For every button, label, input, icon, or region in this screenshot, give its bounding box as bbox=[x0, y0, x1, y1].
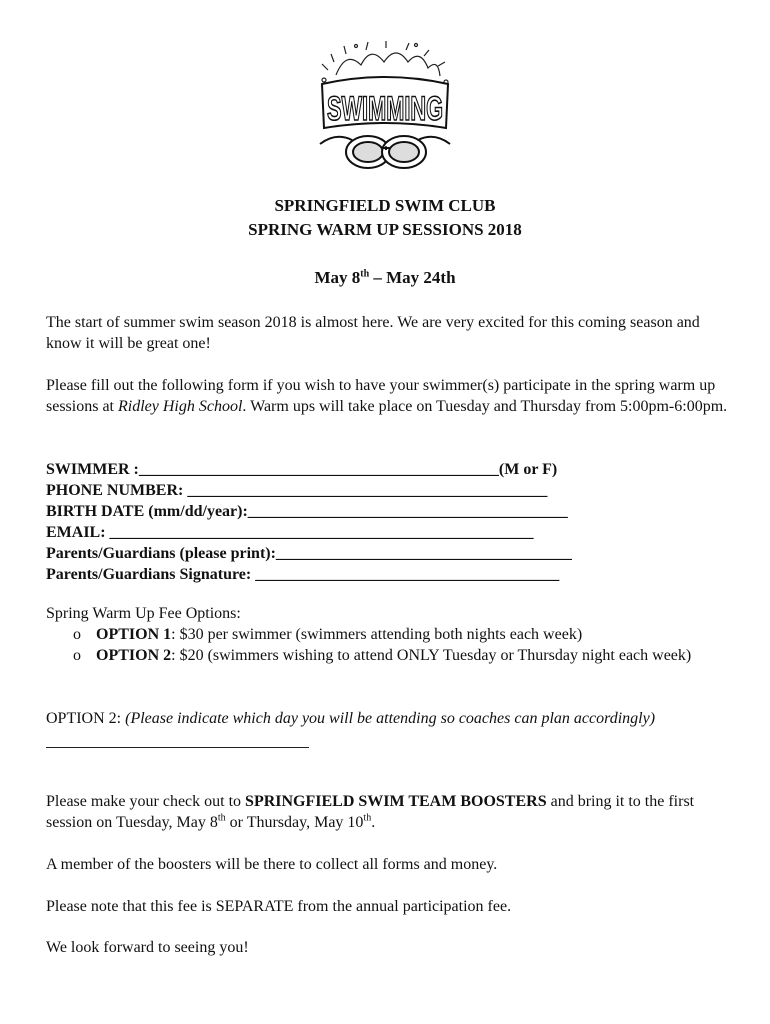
fee-option-1: o OPTION 1: $30 per swimmer (swimmers attending both nights each week) bbox=[73, 626, 583, 643]
session-title: SPRING WARM UP SESSIONS 2018 bbox=[248, 220, 522, 239]
collect-paragraph: A member of the boosters will be there to collect all forms and money. bbox=[46, 856, 498, 873]
swimmer-field[interactable]: SWIMMER :_____________________________________________(M or F) bbox=[46, 461, 558, 478]
separate-fee-paragraph: Please note that this fee is SEPARATE from the annual participation fee. bbox=[46, 898, 512, 915]
option2-note: OPTION 2: (Please indicate which day you will be attending so coaches can plan accordingly) bbox=[46, 710, 656, 727]
session-dates: May 8th – May 24th bbox=[314, 268, 456, 287]
intro-paragraph: The start of summer swim season 2018 is almost here. We are very excited for this coming season and know it will be great one! bbox=[46, 314, 700, 352]
fee-options bbox=[46, 603, 746, 666]
phone-field[interactable]: PHONE NUMBER: _____________________________________________ bbox=[46, 482, 548, 499]
bullet: o bbox=[73, 626, 81, 643]
parents-signature-field[interactable]: Parents/Guardians Signature: ______________________________________ bbox=[46, 566, 560, 583]
parents-name-field[interactable]: Parents/Guardians (please print):_____________________________________ bbox=[46, 545, 572, 562]
logo-word: SWIMMING bbox=[327, 90, 443, 128]
check-paragraph: Please make your check out to SPRINGFIELD SWIM TEAM BOOSTERS and bring it to the first session on Tuesday, May 8th or Thursday, May 10th. bbox=[46, 793, 695, 831]
fee-heading: Spring Warm Up Fee Options: bbox=[46, 605, 241, 622]
bullet: o bbox=[73, 647, 81, 664]
birth-date-field[interactable]: BIRTH DATE (mm/dd/year):________________________________________ bbox=[46, 503, 568, 520]
fee-option-2: o OPTION 2: $20 (swimmers wishing to attend ONLY Tuesday or Thursday night each week) bbox=[73, 647, 692, 664]
option2-day-blank[interactable] bbox=[46, 747, 309, 748]
swimming-goggles-logo bbox=[316, 40, 454, 180]
registration-form bbox=[46, 459, 746, 585]
instructions-paragraph: Please fill out the following form if you wish to have your swimmer(s) participate in the spring warm up sessions at Ridley High School. Warm ups will take place on Tuesday and Thursday from 5:00pm-6:00pm. bbox=[46, 377, 728, 415]
closing-line: We look forward to seeing you! bbox=[46, 939, 249, 956]
club-name: SPRINGFIELD SWIM CLUB bbox=[274, 196, 496, 215]
email-field[interactable]: EMAIL: _____________________________________________________ bbox=[46, 524, 534, 541]
